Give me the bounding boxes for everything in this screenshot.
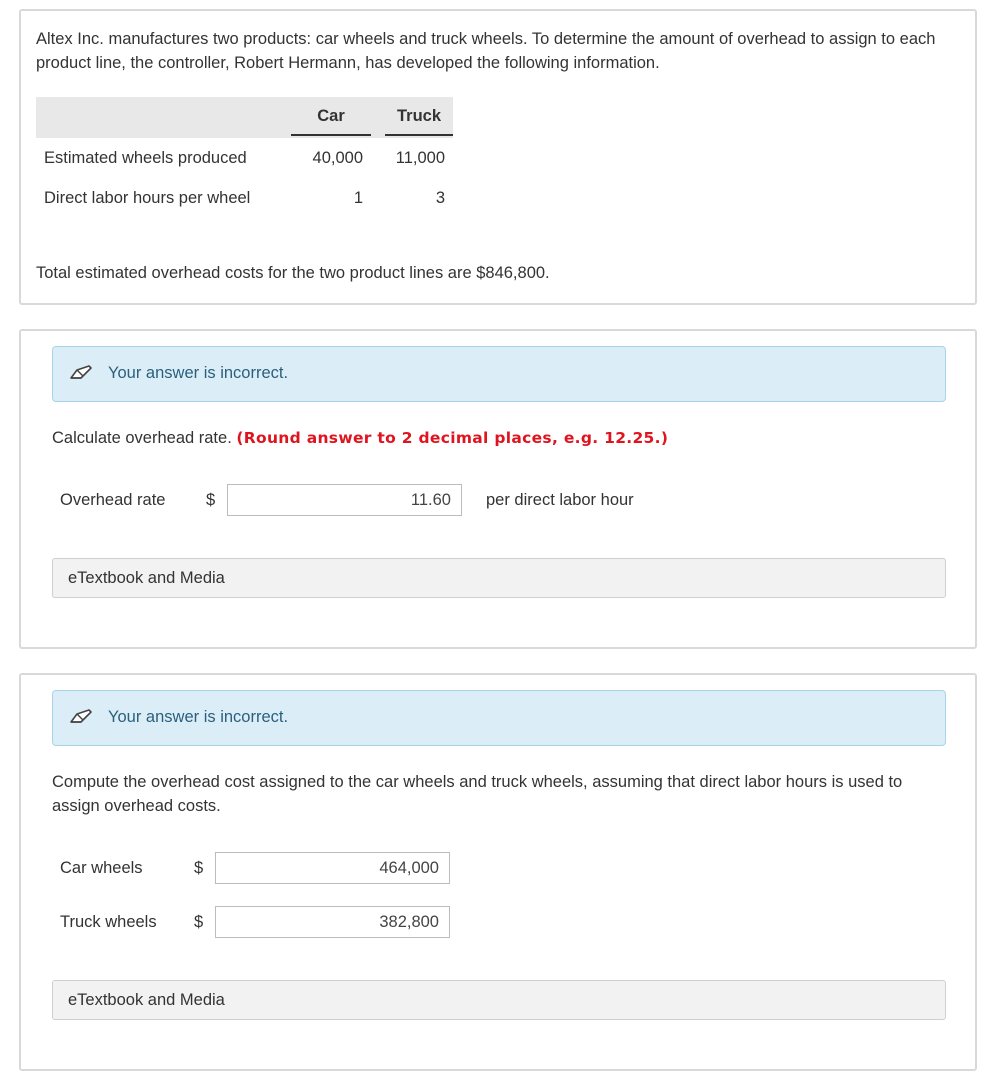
rate-unit: per direct labor hour — [486, 491, 634, 509]
incorrect-notice — [52, 690, 946, 746]
dollar-sign: $ — [194, 859, 204, 877]
column-header-truck: Truck — [371, 97, 453, 138]
overhead-rate-input[interactable] — [227, 484, 462, 516]
part1-card — [19, 329, 977, 649]
problem-card — [19, 9, 977, 305]
truck-wheels-input[interactable] — [215, 906, 450, 938]
car-wheels-input[interactable] — [215, 852, 450, 884]
question-text — [52, 426, 942, 450]
pencil-icon — [69, 708, 93, 724]
truck-value: 11,000 — [395, 148, 445, 167]
dollar-sign: $ — [206, 491, 216, 509]
problem-intro: Altex Inc. manufactures two products: car wheels and truck wheels. To determine the amount of overhead to assign to each product line, the controller, Robert Hermann, has developed the following information. — [36, 30, 936, 72]
table-header-row — [36, 97, 453, 138]
total-overhead-text: Total estimated overhead costs for the two product lines are $846,800. — [36, 264, 550, 282]
table-row — [36, 138, 453, 178]
table-row — [36, 178, 453, 218]
notice-message: Your answer is incorrect. — [108, 708, 289, 726]
dollar-sign: $ — [194, 913, 204, 931]
truck-value: 3 — [435, 188, 445, 207]
data-table — [36, 97, 453, 218]
table-header-blank — [36, 97, 291, 138]
row-label: Estimated wheels produced — [44, 148, 247, 167]
question-text: Compute the overhead cost assigned to the car wheels and truck wheels, assuming that direct labor hours is used to assign overhead costs. — [52, 773, 903, 815]
overhead-rate-label: Overhead rate — [60, 491, 166, 509]
etextbook-media-button[interactable] — [52, 558, 946, 598]
car-wheels-label: Car wheels — [60, 859, 143, 877]
notice-message: Your answer is incorrect. — [108, 364, 289, 382]
column-header-car: Car — [291, 97, 371, 138]
media-label: eTextbook and Media — [68, 991, 225, 1009]
rounding-hint: (Round answer to 2 decimal places, e.g. 12.25.) — [236, 429, 669, 447]
etextbook-media-button[interactable] — [52, 980, 946, 1020]
car-value: 1 — [353, 188, 363, 207]
part2-card — [19, 673, 977, 1071]
question-prompt: Calculate overhead rate. — [52, 429, 232, 447]
media-label: eTextbook and Media — [68, 569, 225, 587]
incorrect-notice — [52, 346, 946, 402]
row-label: Direct labor hours per wheel — [44, 188, 251, 207]
car-value: 40,000 — [312, 148, 363, 167]
pencil-icon — [69, 364, 93, 380]
truck-wheels-label: Truck wheels — [60, 913, 157, 931]
